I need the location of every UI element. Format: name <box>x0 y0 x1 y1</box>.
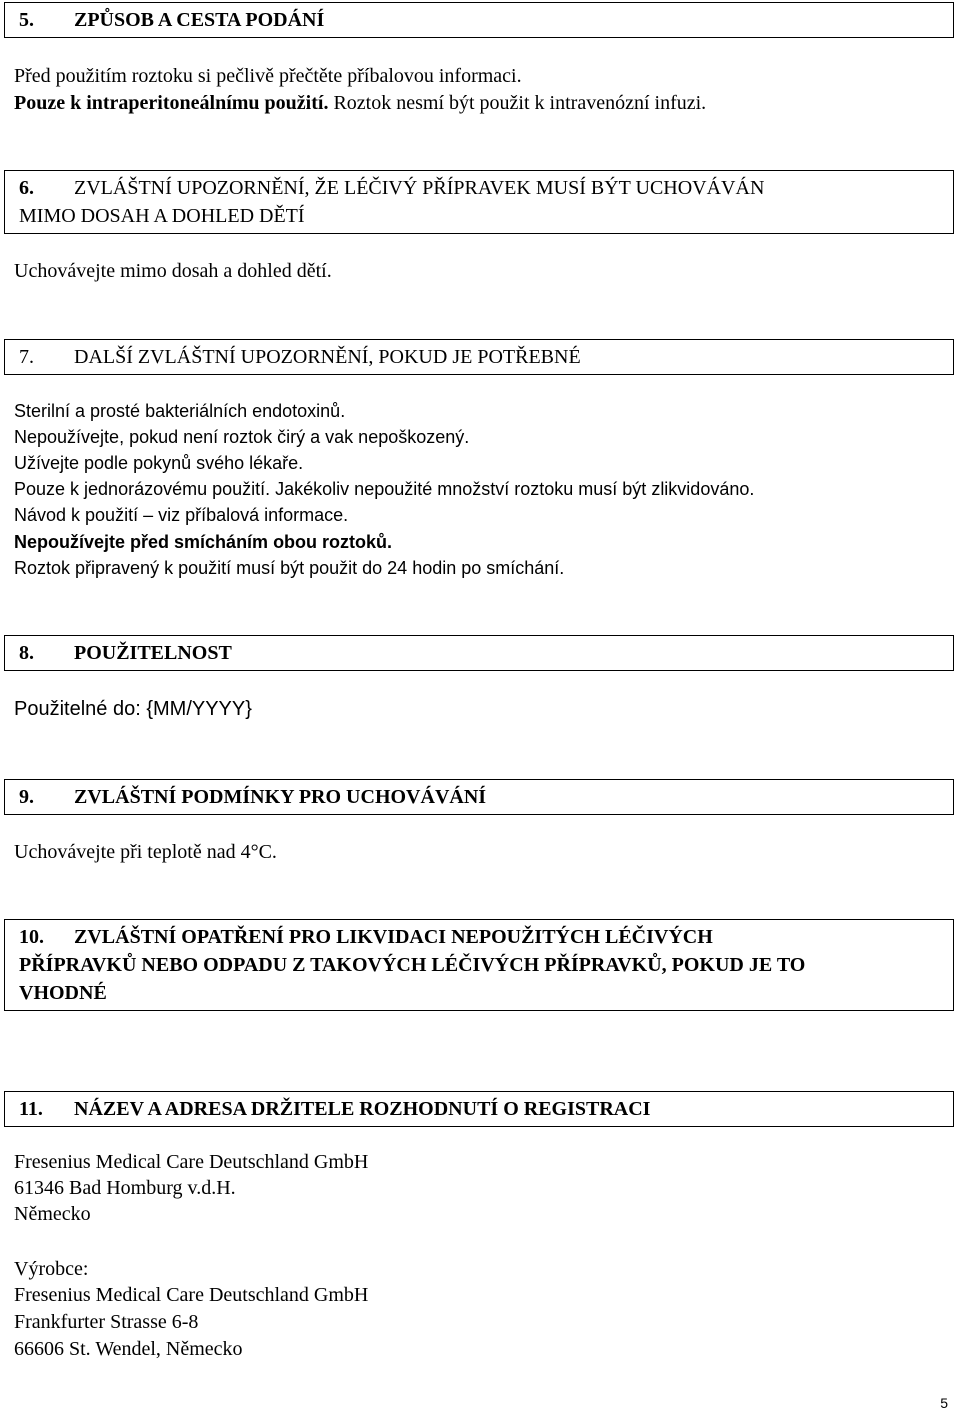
holder-name: Fresenius Medical Care Deutschland GmbH <box>14 1151 369 1173</box>
section-7-line-2: Nepoužívejte, pokud není roztok čirý a vak nepoškozený. <box>14 427 470 447</box>
manufacturer-name: Fresenius Medical Care Deutschland GmbH <box>14 1284 369 1306</box>
section-10-title-3: VHODNÉ <box>19 982 107 1004</box>
section-9-header <box>4 779 954 815</box>
section-9-line-1: Uchovávejte při teplotě nad 4°C. <box>14 841 277 863</box>
section-7-header <box>4 339 954 375</box>
section-8-header <box>4 635 954 671</box>
holder-country: Německo <box>14 1203 91 1225</box>
section-7-title: 7. DALŠÍ ZVLÁŠTNÍ UPOZORNĚNÍ, POKUD JE POTŘEBNÉ <box>19 346 581 368</box>
manufacturer-city: 66606 St. Wendel, Německo <box>14 1338 243 1360</box>
section-7-line-5: Návod k použití – viz příbalová informace. <box>14 505 349 525</box>
section-5-line-1: Před použitím roztoku si pečlivě přečtěte příbalovou informaci. <box>14 65 522 87</box>
section-6-line-1: Uchovávejte mimo dosah a dohled dětí. <box>14 260 332 282</box>
section-9-title: 9. ZVLÁŠTNÍ PODMÍNKY PRO UCHOVÁVÁNÍ <box>19 786 487 808</box>
section-7-line-4: Pouze k jednorázovému použití. Jakékoliv nepoužité množství roztoku musí být zlikvidováno. <box>14 479 755 499</box>
section-7-line-6: Nepoužívejte před smícháním obou roztoků. <box>14 532 393 552</box>
section-11-title: 11. NÁZEV A ADRESA DRŽITELE ROZHODNUTÍ O REGISTRACI <box>19 1098 651 1120</box>
manufacturer-street: Frankfurter Strasse 6-8 <box>14 1311 199 1333</box>
section-11-header <box>4 1091 954 1127</box>
section-7-line-3: Užívejte podle pokynů svého lékaře. <box>14 453 304 473</box>
section-10-title-2: PŘÍPRAVKŮ NEBO ODPADU Z TAKOVÝCH LÉČIVÝCH PŘÍPRAVKŮ, POKUD JE TO <box>19 954 806 976</box>
section-6-title-1: 6. ZVLÁŠTNÍ UPOZORNĚNÍ, ŽE LÉČIVÝ PŘÍPRAVEK MUSÍ BÝT UCHOVÁVÁN <box>19 177 765 199</box>
section-7-line-1: Sterilní a prosté bakteriálních endotoxinů. <box>14 401 346 421</box>
section-8-title: 8. POUŽITELNOST <box>19 642 232 664</box>
section-5-header <box>4 2 954 38</box>
section-7-line-7: Roztok připravený k použití musí být použit do 24 hodin po smíchání. <box>14 558 565 578</box>
page-number: 5 <box>940 1395 948 1411</box>
section-5-line-2: Pouze k intraperitoneálnímu použití. Roztok nesmí být použit k intravenózní infuzi. <box>14 92 707 114</box>
section-6-title-2: MIMO DOSAH A DOHLED DĚTÍ <box>19 205 305 227</box>
manufacturer-label: Výrobce: <box>14 1258 89 1280</box>
holder-city: 61346 Bad Homburg v.d.H. <box>14 1177 236 1199</box>
section-10-header <box>4 919 954 1011</box>
section-10-title-1: 10. ZVLÁŠTNÍ OPATŘENÍ PRO LIKVIDACI NEPOUŽITÝCH LÉČIVÝCH <box>19 926 713 948</box>
section-6-header <box>4 170 954 234</box>
section-5-title: 5. ZPŮSOB A CESTA PODÁNÍ <box>19 9 325 31</box>
section-8-line-1: Použitelné do: {MM/YYYY} <box>14 698 252 720</box>
